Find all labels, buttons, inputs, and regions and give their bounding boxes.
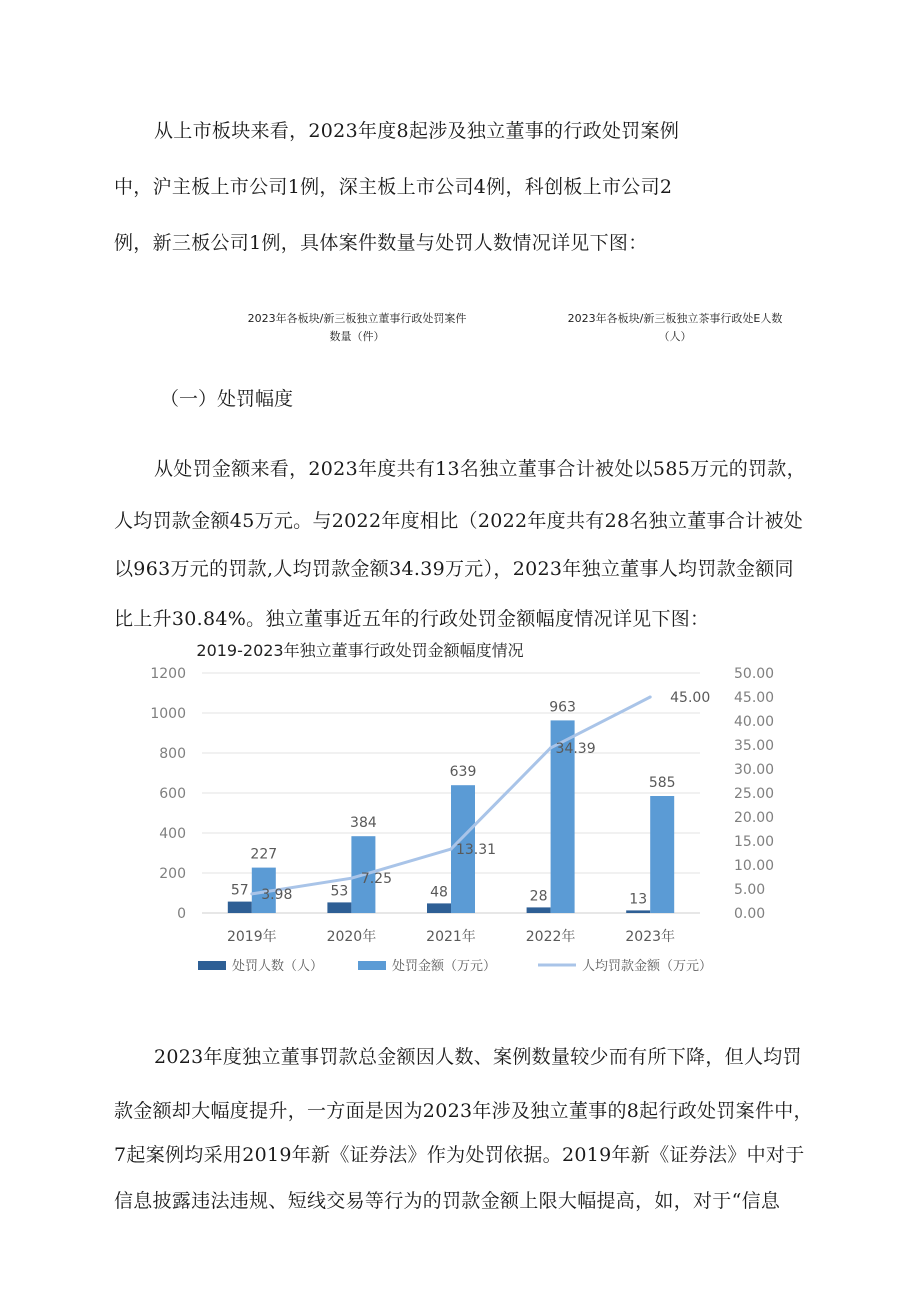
right-axis-tick: 5.00 [734,882,766,898]
right-axis-tick: 10.00 [734,858,775,874]
left-axis-tick: 0 [177,906,186,922]
bar-amount-label: 963 [549,699,576,716]
bar-people [427,903,451,913]
right-axis-tick: 40.00 [734,714,775,730]
bar-people-label: 53 [330,883,349,900]
chart-title: 2019-2023年独立董事行政处罚金额幅度情况 [196,641,524,660]
legend-label-avg: 人均罚款金额（万元） [582,959,713,974]
penalty-chart [140,632,780,982]
line-point [549,746,552,749]
x-axis-tick: 2021年 [426,929,476,945]
line-point [250,892,253,895]
bar-people [527,907,551,913]
intro-line-2: 中，沪主板上市公司1例，深主板上市公司4例，科创板上市公司2 [114,176,673,198]
line-label: 7.25 [360,871,392,888]
bar-people-label: 13 [629,891,648,908]
left-axis-tick: 1200 [150,666,186,682]
caption-person-count [540,310,810,346]
bar-people [228,902,252,913]
left-axis-tick: 200 [159,866,186,882]
right-axis-tick: 35.00 [734,738,775,754]
right-axis-tick: 45.00 [734,690,775,706]
intro-line-3: 例，新三板公司1例，具体案件数量与处罚人数情况详见下图： [114,232,648,254]
right-axis-tick: 15.00 [734,834,775,850]
caption-case-count-line-2: 数量（件） [329,330,385,343]
bar-people [327,902,351,913]
legend-label-people: 处罚人数（人） [232,959,324,974]
closing-line-4: 信息披露违法违规、短线交易等行为的罚款金额上限大幅提高，如，对于“信息 [114,1190,781,1212]
legend-label-amount: 处罚金额（万元） [392,959,497,974]
closing-line-3: 7起案例均采用2019年新《证券法》作为处罚依据。2019年新《证券法》中对于 [114,1144,805,1166]
x-axis-tick: 2019年 [226,929,277,945]
right-axis-tick: 20.00 [734,810,775,826]
left-axis-tick: 800 [159,746,186,762]
caption-person-count-line-1: 2023年各板块/新三板独立茶事行政处E人数 [567,312,783,325]
bar-amount-label: 639 [449,764,477,781]
x-axis-tick: 2020年 [326,929,377,945]
caption-case-count [212,310,502,346]
line-label: 45.00 [670,690,711,706]
x-axis-tick: 2023年 [625,929,676,945]
line-label: 3.98 [261,886,293,903]
right-axis-tick: 0.00 [734,906,766,922]
line-point [649,696,652,699]
line-point [450,848,453,851]
left-axis-tick: 400 [159,826,186,842]
legend-swatch-people [198,961,226,970]
amount-line-4: 比上升30.84%。独立董事近五年的行政处罚金额幅度情况详见下图： [114,608,710,630]
right-axis-tick: 25.00 [734,786,775,802]
amount-line-2: 人均罚款金额45万元。与2022年度相比（2022年度共有28名独立董事合计被处 [114,510,804,532]
amount-line-3: 以963万元的罚款,人均罚款金额34.39万元），2023年独立董事人均罚款金额同 [114,558,794,580]
line-label: 34.39 [555,740,596,757]
bar-people-label: 57 [230,882,249,899]
line-point [350,877,353,880]
right-axis-tick: 50.00 [734,666,775,682]
bar-amount-label: 384 [350,815,377,832]
x-axis-tick: 2022年 [525,929,576,945]
closing-line-1: 2023年度独立董事罚款总金额因人数、案例数量较少而有所下降，但人均罚 [154,1046,802,1068]
bar-amount [650,796,674,913]
closing-line-2: 款金额却大幅度提升，一方面是因为2023年涉及独立董事的8起行政处罚案件中， [114,1100,813,1122]
left-axis-tick: 600 [159,786,186,802]
section-heading: （一）处罚幅度 [160,388,294,410]
line-label: 13.31 [455,842,497,859]
amount-line-1: 从处罚金额来看，2023年度共有13名独立董事合计被处以585万元的罚款， [154,458,806,480]
bar-amount-label: 227 [250,846,278,863]
bar-amount-label: 585 [648,775,676,791]
right-axis-tick: 30.00 [734,762,775,778]
bar-people [626,910,650,913]
left-axis-tick: 1000 [150,706,186,722]
bar-people-label: 48 [430,884,448,901]
caption-case-count-line-1: 2023年各板块/新三板独立董事行政处罚案件 [247,312,467,325]
intro-line-1: 从上市板块来看，2023年度8起涉及独立董事的行政处罚案例 [154,120,680,142]
bar-people-label: 28 [529,888,548,905]
legend-swatch-amount [358,961,386,970]
caption-person-count-line-2: （人） [658,330,692,343]
